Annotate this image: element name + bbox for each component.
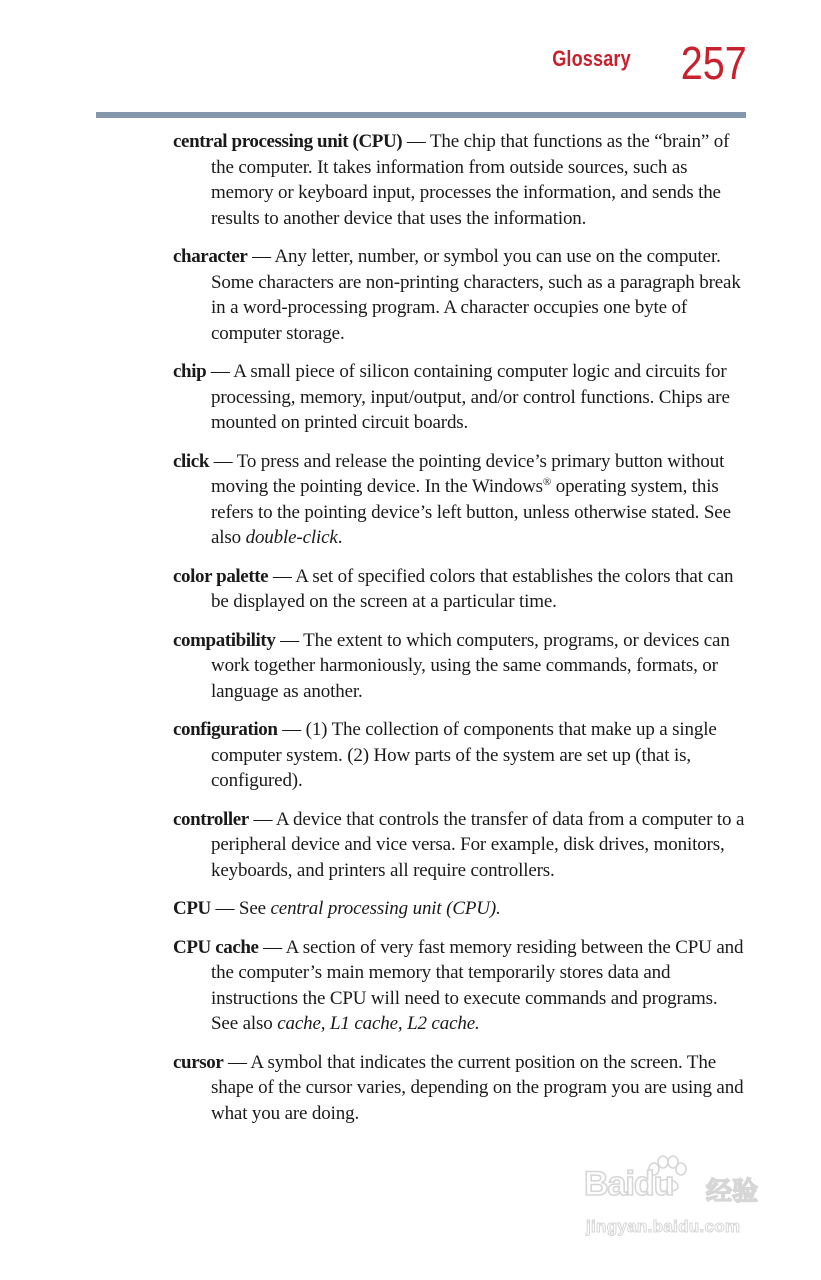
glossary-term: character (173, 246, 248, 267)
glossary-definition: — A set of specified colors that establishes the colors that can be displayed on the screen at a particular time. (211, 565, 734, 612)
glossary-term: CPU cache (173, 936, 259, 958)
glossary-definition: — Any letter, number, or symbol you can use on the computer. Some characters are non-printing characters, such as a paragraph break in a word-processing program. A character occupies one byte of computer storage. (211, 246, 741, 344)
glossary-entry (173, 717, 748, 794)
glossary-definition: — A section of very fast memory residing between the CPU and the computer’s main memory that temporarily stores data and instructions the CPU will need to execute commands and programs. See also (211, 936, 744, 1034)
see-also-reference: cache, L1 cache, L2 cache. (277, 1013, 480, 1034)
glossary-definition: — To press and release the pointing device’s primary button without moving the pointing device. In the Windows (209, 450, 725, 497)
glossary-definition-end: . (337, 527, 343, 548)
glossary-definition: — A small piece of silicon containing computer logic and circuits for processing, memory, input/output, and/or control functions. Chips are mounted on printed circuit boards. (206, 361, 730, 433)
glossary-entry (173, 359, 748, 436)
glossary-term: click (173, 450, 209, 472)
registered-mark: ® (542, 476, 552, 488)
glossary-definition: — A device that controls the transfer of data from a computer to a peripheral device and vice versa. For example, disk drives, monitors, keyboards, and printers all require controllers. (211, 808, 745, 881)
glossary-term: controller (173, 808, 249, 830)
see-also-reference: central processing unit (CPU). (270, 898, 501, 919)
glossary-entry (173, 564, 748, 615)
glossary-entry (173, 1050, 748, 1127)
glossary-entry (173, 244, 748, 346)
glossary-definition: — (1) The collection of components that make up a single computer system. (2) How parts of the system are set up (that is, configured). (211, 719, 717, 791)
glossary-entry (173, 896, 748, 922)
glossary-term: central processing unit (CPU) (173, 131, 403, 152)
glossary-term: compatibility (173, 629, 276, 651)
glossary-term: cursor (173, 1051, 224, 1073)
glossary-term: chip (173, 361, 207, 382)
page-header (0, 0, 821, 120)
watermark-cn-text: 经验 (706, 1177, 759, 1207)
glossary-definition-continued: operating system, this refers to the pointing device’s left button, unless otherwise stated. See also (211, 476, 731, 548)
page-number: 257 (680, 37, 747, 89)
section-title: Glossary (552, 46, 631, 71)
glossary-definition: — A symbol that indicates the current position on the screen. The shape of the cursor varies, depending on the program you are using and what you are doing. (211, 1051, 744, 1124)
glossary-definition: — See (210, 898, 271, 919)
glossary-entry (173, 935, 748, 1037)
glossary-definition: — The extent to which computers, programs, or devices can work together harmoniously, using the same commands, formats, or language as another. (211, 629, 730, 702)
header-rule (96, 112, 746, 118)
see-also-reference: double-click (245, 527, 338, 548)
watermark-logo: Baidu (584, 1165, 674, 1203)
glossary-term: CPU (173, 898, 211, 919)
glossary-term: color palette (173, 565, 269, 587)
glossary-list (173, 129, 748, 1139)
glossary-entry (173, 129, 748, 231)
glossary-definition: — The chip that functions as the “brain” of the computer. It takes information from outside sources, such as memory or keyboard input, processes the information, and sends the results to another device that uses the information. (211, 131, 730, 229)
baidu-jingyan-watermark (580, 1155, 780, 1255)
glossary-entry (173, 628, 748, 705)
watermark-url: jingyan.baidu.com (586, 1217, 741, 1236)
glossary-entry (173, 449, 748, 551)
glossary-term: configuration (173, 719, 278, 740)
glossary-entry (173, 807, 748, 884)
